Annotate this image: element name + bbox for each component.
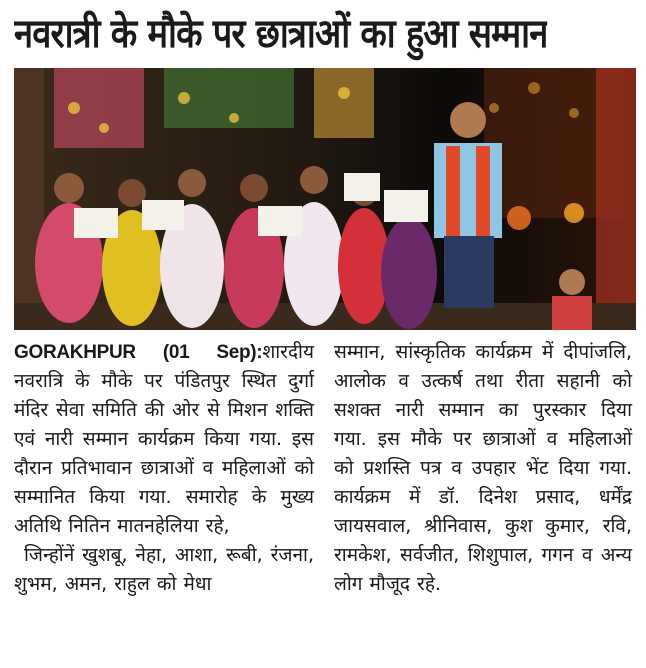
headline: नवरात्री के मौके पर छात्राओं का हुआ सम्मान [14,11,548,57]
article-text: शारदीय नवरात्रि के मौके पर पंडितपुर स्थित दुर्गा मंदिर सेवा समिति की ओर से मिशन शक्ति एवं नारी सम्मान कार्यक्रम किया गया. इस दौरान प्रतिभावान छात्राओं व महिलाओं को सम्मानित किया गया. समारोह के मुख्य अतिथि नितिन मातनहेलिया रहे, [14,341,314,537]
event-photo-illustration [14,68,636,330]
event-photo [14,68,636,330]
article-paragraph: सम्मान, सांस्कृतिक कार्यक्रम में दीपांजलि, आलोक व उत्कर्ष तथा रीता सहानी को सशक्त नारी सम्मान का पुरस्कार दिया गया. इस मौके पर छात्राओं व महिलाओं को प्रशस्ति पत्र व उपहार भेंट दिया गया. कार्यक्रम में डॉ. दिनेश प्रसाद, धर्मेंद्र जायसवाल, श्रीनिवास, कुश कुमार, रवि, रामकेश, सर्वजीत, शिशुपाल, गगन व अन्य लोग मौजूद रहे. [334,341,632,595]
article-paragraph: जिन्होंनें खुशबू, नेहा, आशा, रूबी, रंजना, शुभम, अमन, राहुल को मेधा [14,544,314,595]
article-column-right [334,338,632,599]
article-paragraph [14,338,314,541]
article-column-left [14,338,314,599]
dateline: GORAKHPUR (01 Sep): [14,342,263,363]
